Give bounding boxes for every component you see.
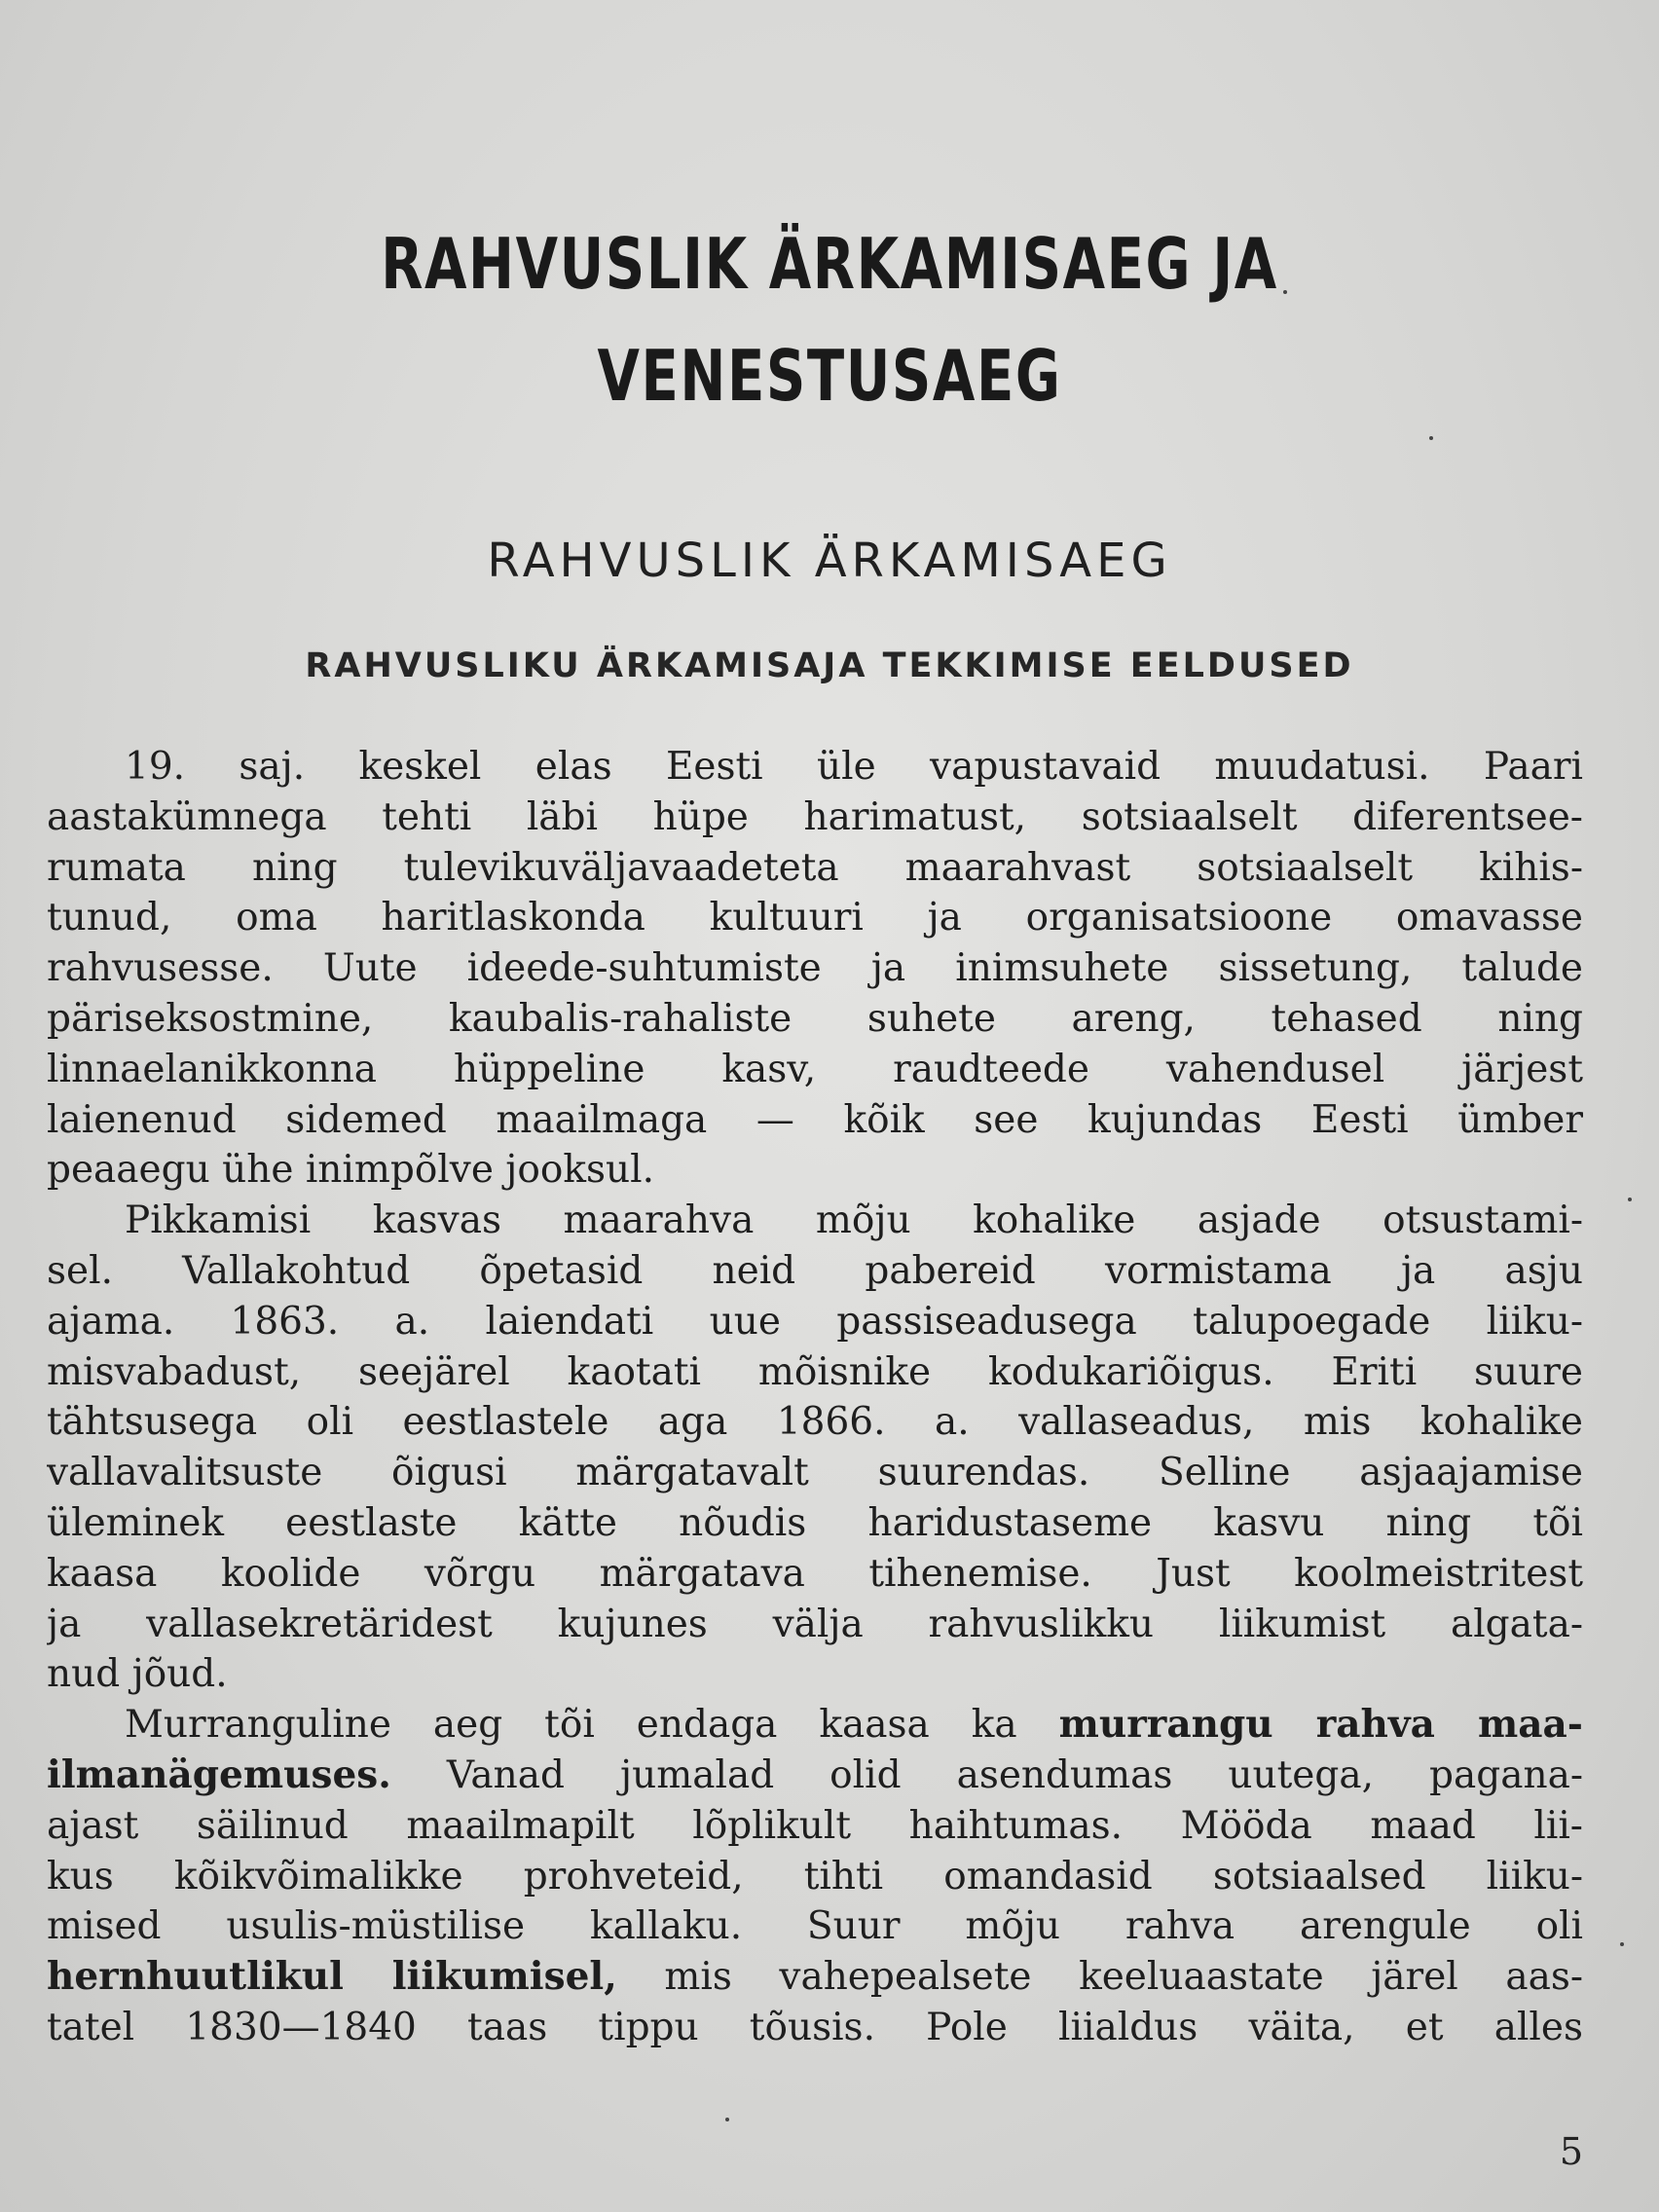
text-fragment: Murranguline aeg tõi endaga kaasa ka <box>125 1703 1017 1748</box>
print-speck <box>1620 1942 1624 1946</box>
print-speck <box>1283 290 1287 294</box>
text-line: misvabadust, seejärel kaotati mõisnike kodukariõigus. Eriti suure <box>47 1349 1583 1394</box>
text-line: rahvusesse. Uute ideede-suhtumiste ja inimsuhete sissetung, talude <box>47 946 1583 991</box>
body-text <box>47 742 1583 2053</box>
text-fragment: mis vahepealsete keeluaastate järel aas- <box>664 1955 1583 2000</box>
text-line-mixed <box>47 1751 1583 1801</box>
text-line: 19. saj. keskel elas Eesti üle vapustavaid muudatusi. Paari <box>125 745 1583 789</box>
print-speck <box>725 2118 729 2121</box>
text-line: kus kõikvõimalikke prohveteid, tihti omandasid sotsiaalsed liiku- <box>47 1854 1583 1899</box>
page-number: 5 <box>1559 2130 1583 2173</box>
text-line: ajama. 1863. a. laiendati uue passiseadusega talupoegade liiku- <box>47 1299 1583 1344</box>
text-line: mised usulis-müstilise kallaku. Suur mõju rahva arengule oli <box>47 1904 1583 1949</box>
print-speck <box>1429 436 1433 440</box>
text-line: vallavalitsuste õigusi märgatavalt suurendas. Selline asjaajamise <box>47 1451 1583 1495</box>
text-line: nud jõud. <box>47 1652 228 1697</box>
text-line: tatel 1830—1840 taas tippu tõusis. Pole liialdus väita, et alles <box>47 2005 1583 2049</box>
text-line: aastakümnega tehti läbi hüpe harimatust, sotsiaalselt diferentsee- <box>47 794 1583 839</box>
chapter-title-line-1: RAHVUSLIK ÄRKAMISAEG JA <box>381 223 1278 305</box>
text-line: Pikkamisi kasvas maarahva mõju kohalike asjade otsustami- <box>125 1198 1583 1243</box>
text-line: peaaegu ühe inimpõlve jooksul. <box>47 1148 654 1193</box>
emphasis-text: hernhuutlikul liikumisel, <box>47 1954 617 2000</box>
text-line: üleminek eestlaste kätte nõudis haridustaseme kasvu ning tõi <box>47 1500 1583 1545</box>
chapter-title-line-2: VENESTUSAEG <box>597 335 1062 417</box>
print-speck <box>1628 1198 1632 1201</box>
text-line: ajast säilinud maailmapilt lõplikult haihtumas. Mööda maad lii- <box>47 1803 1583 1848</box>
text-line-mixed <box>47 1700 1583 1751</box>
text-line: linnaelanikkonna hüppeline kasv, raudteede vahendusel järjest <box>47 1047 1583 1091</box>
text-line-mixed <box>47 1952 1583 2003</box>
section-heading: RAHVUSLIK ÄRKAMISAEG <box>487 534 1172 588</box>
emphasis-text: murrangu rahva maa- <box>1058 1702 1583 1748</box>
text-line: päriseksostmine, kaubalis-rahaliste suhete areng, tehased ning <box>47 996 1583 1041</box>
subsection-heading: RAHVUSLIKU ÄRKAMISAJA TEKKIMISE EELDUSED <box>305 646 1354 685</box>
text-line: kaasa koolide võrgu märgatava tihenemise. Just koolmeistritest <box>47 1551 1583 1596</box>
text-line: tunud, oma haritlaskonda kultuuri ja organisatsioone omavasse <box>47 896 1583 940</box>
text-fragment: Vanad jumalad olid asendumas uutega, pagana- <box>446 1752 1583 1797</box>
text-line: tähtsusega oli eestlastele aga 1866. a. vallaseadus, mis kohalike <box>47 1400 1583 1445</box>
text-line: ja vallasekretäridest kujunes välja rahvuslikku liikumist algata- <box>47 1602 1583 1646</box>
emphasis-text: ilmanägemuses. <box>47 1751 391 1797</box>
text-line: sel. Vallakohtud õpetasid neid pabereid vormistama ja asju <box>47 1248 1583 1293</box>
text-line: laienenud sidemed maailmaga — kõik see kujundas Eesti ümber <box>47 1097 1583 1142</box>
text-line: rumata ning tulevikuväljavaadeteta maarahvast sotsiaalselt kihis- <box>47 845 1583 890</box>
